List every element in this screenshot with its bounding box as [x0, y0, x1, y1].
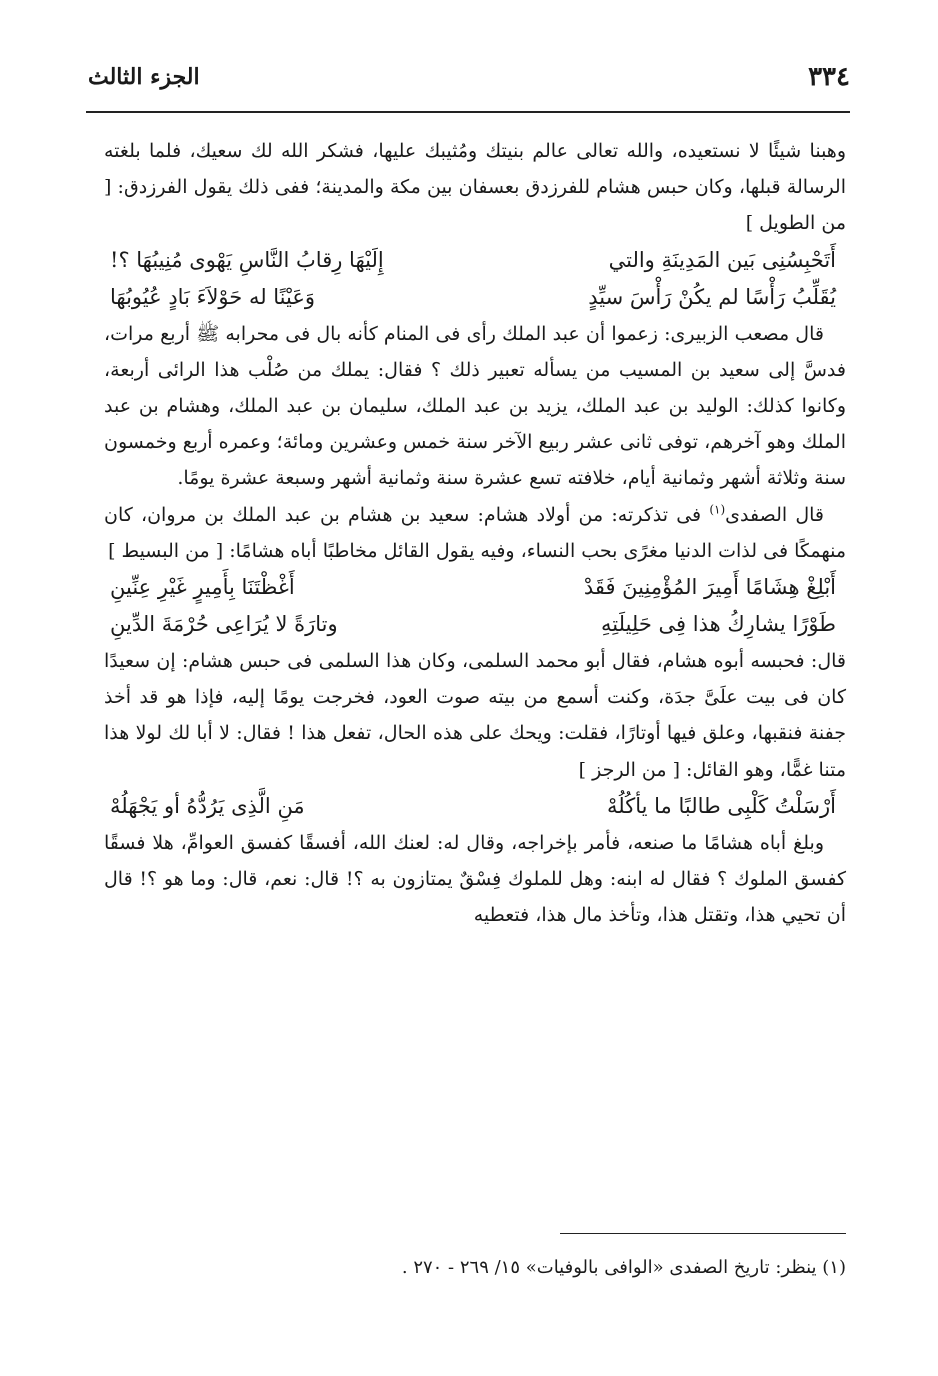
footnote: (١) ينظر: تاريخ الصفدى «الوافى بالوفيات» ١٥/ ٢٦٩ - ٢٧٠ .	[401, 1257, 846, 1278]
paragraph-text: قال الصفدى	[725, 503, 824, 526]
verse-hemistich-right: يُقَلِّبُ رَأْسًا لم يكُنْ رَأْسَ سيِّدٍ	[588, 284, 836, 309]
verse-line	[104, 569, 846, 606]
verse-line	[104, 242, 846, 279]
main-text	[104, 133, 846, 933]
verse-hemistich-right: طَوْرًا يشارِكُ هذا فِى حَلِيلَتِهِ	[601, 612, 836, 637]
paragraph-text: فى تذكرته: من أولاد هشام: سعيد بن هشام بن عبد الملك بن مروان، كان منهمكًا فى لذات الدنيا مغرًى بحب النساء، وفيه يقول القائل مخاطبًا أباه هشامًا: [ من البسيط ]	[104, 503, 846, 562]
part-title: الجزء الثالث	[88, 64, 200, 90]
verse-hemistich-left: أَغْظْتَنَا بِأَمِيرٍ غَيْرِ عِنِّينِ	[110, 575, 295, 600]
verse-hemistich-right: أَبْلِغْ هِشَامًا أَمِيرَ المُؤْمِنِينَ فَقَدْ	[583, 575, 836, 600]
verse-hemistich-left: وَعَيْنًا له حَوْلاَءَ بَادٍ عُيُوبُهَا	[110, 284, 316, 309]
header-rule	[86, 111, 850, 113]
footnote-rule	[560, 1233, 846, 1234]
verse-line	[104, 279, 846, 316]
paragraph: وهبنا شيئًا لا نستعيده، والله تعالى عالم بنيتك ومُثيبك عليها، فشكر الله لك سعيك، فلما بلغته الرسالة قبلها، وكان حبس هشام للفرزدق بعسفان بين مكة والمدينة؛ ففى ذلك يقول الفرزدق: [ من الطويل ]	[104, 140, 846, 235]
verse-line	[104, 788, 846, 825]
paragraph: قال: فحبسه أبوه هشام، فقال أبو محمد السلمى، وكان هذا السلمى فى حبس هشام: إن سعيدًا كان فى بيت علَىَّ جدَة، وكنت أسمع من بيته صوت العود، فخرجت يومًا إليه، فإذا هو قد أخذ جفنة فنقبها، وعلق فيها أوتارًا، فقلت: ويحك على هذه الحال، تفعل هذا ! فقال: لا أبا لك لولا هذا متنا غمًّا، وهو القائل: [ من الرجز ]	[104, 650, 846, 781]
paragraph: قال مصعب الزبيرى: زعموا أن عبد الملك رأى فى المنام كأنه بال فى محرابه ﷺ أربع مرات، فدسَّ إلى سعيد بن المسيب من يسأله تعبير ذلك ؟ فقال: يملك من صُلْب هذا الرائى أربعة، وكانوا كذلك: الوليد بن عبد الملك، يزيد بن عبد الملك، سليمان بن عبد الملك، وهشام بن عبد الملك وهو آخرهم، توفى ثانى عشر ربيع الآخر سنة خمس وعشرين ومائة؛ وعمره أربع وخمسون سنة وثلاثة أشهر وثمانية أيام، خلافته تسع عشرة سنة وثمانية أشهر وسبعة عشرة يومًا.	[104, 322, 846, 490]
verse-hemistich-left: إِلَيْهَا رِقابُ النَّاسِ يَهْوى مُنِيبُهَا ؟!	[110, 247, 384, 272]
paragraph: وبلغ أباه هشامًا ما صنعه، فأمر بإخراجه، وقال له: لعنك الله، أفسقًا كفسق العوامِّ، هلا فسقًا كفسق الملوك ؟ فقال له ابنه: وهل للملوك فِسْقٌ يمتازون به ؟! قال: نعم، قال: وما هو ؟! قال أن تحيي هذا، وتقتل هذا، وتأخذ مال هذا، فتعطيه	[104, 831, 846, 927]
verse-hemistich-right: أَتَحْبِسُنِى بَين المَدِينَةِ والتي	[608, 247, 836, 272]
verse-hemistich-left: مَنِ الَّذِى يَرُدُّهُ أو يَجْهَلُهْ	[110, 793, 305, 818]
footnote-marker: (١)	[709, 502, 726, 517]
verse-hemistich-right: أَرْسَلْتُ كَلْبِى طالبًا ما يأكُلُهْ	[607, 793, 836, 818]
verse-hemistich-left: وتارَةً لا يُرَاعِى حُرْمَةَ الدِّينِ	[110, 612, 338, 637]
paragraph	[104, 497, 846, 569]
verse-line	[104, 606, 846, 643]
page-number: ٣٣٤	[808, 62, 850, 92]
running-header	[88, 62, 850, 98]
